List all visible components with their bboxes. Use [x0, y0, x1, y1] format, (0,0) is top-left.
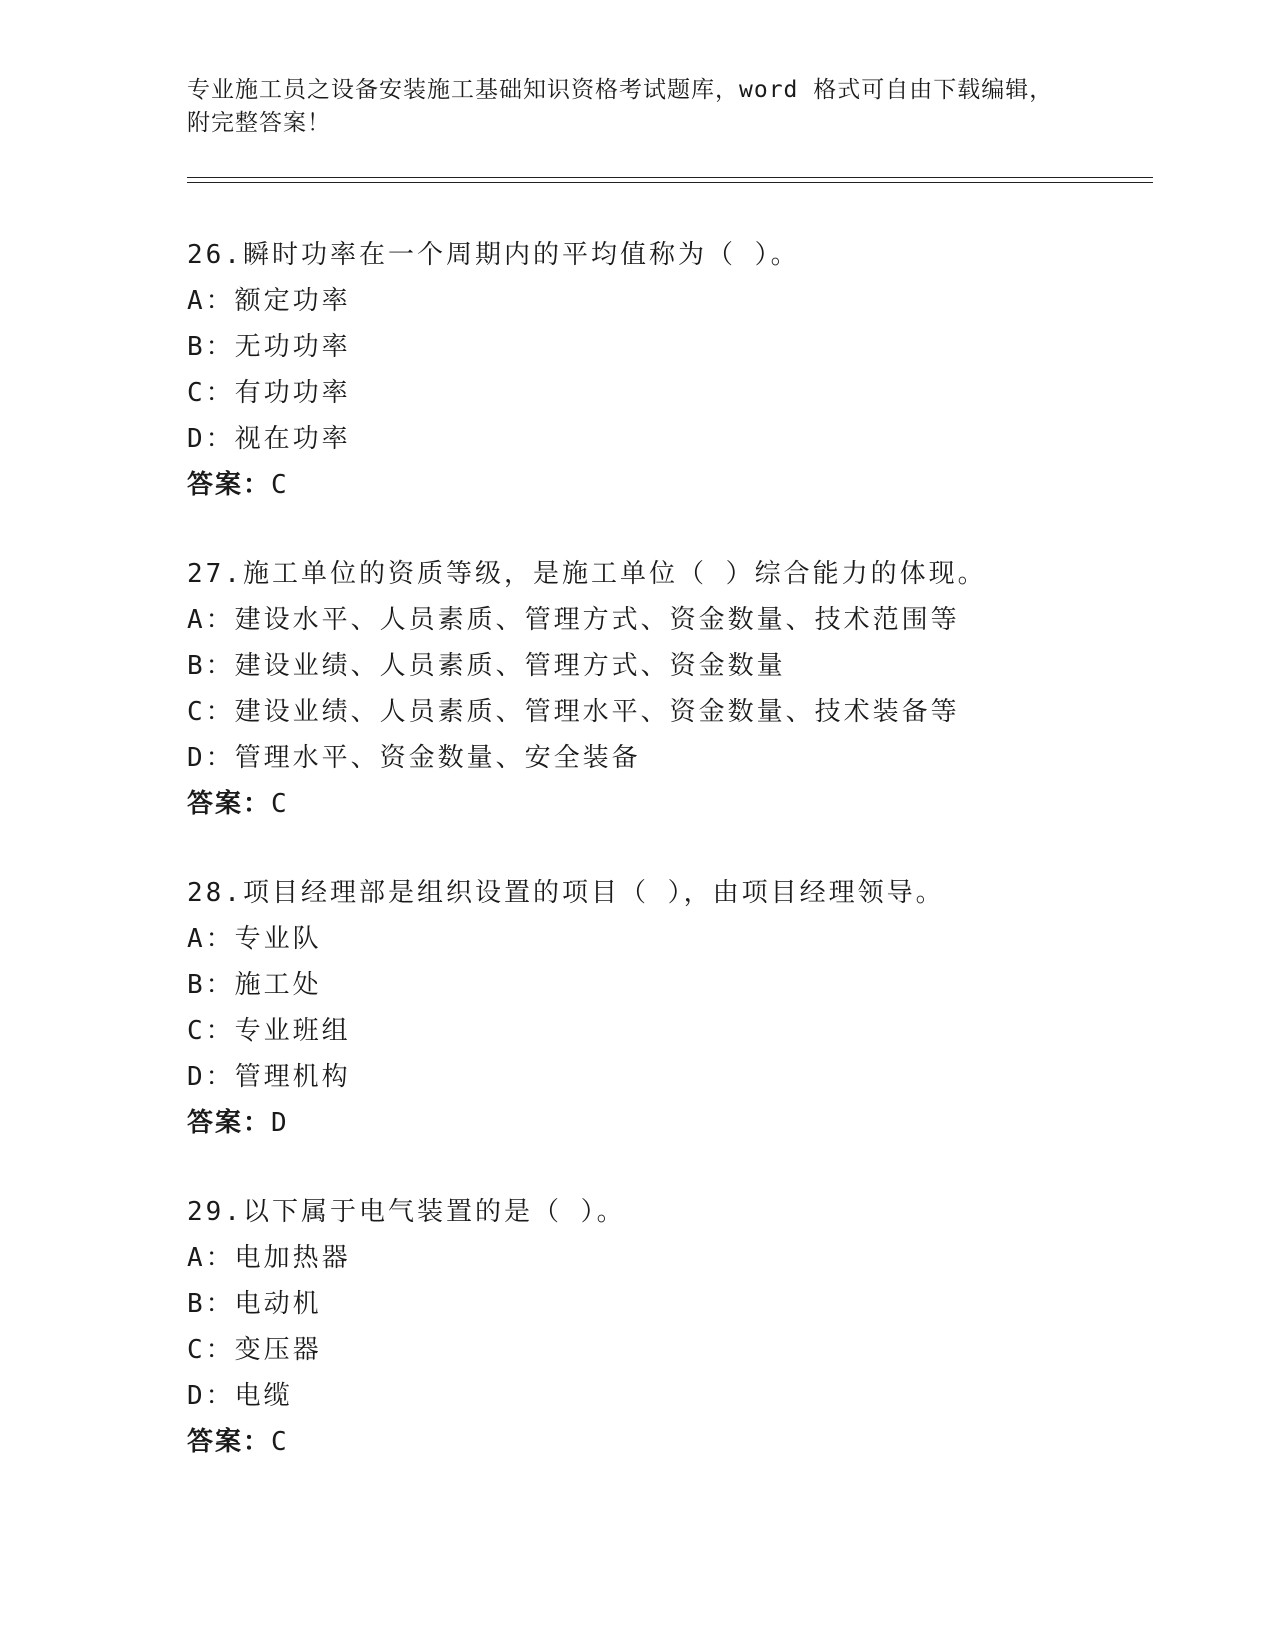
answer-value: C	[271, 789, 289, 819]
option-d: D：管理机构	[187, 1062, 351, 1092]
option-d: D：管理水平、资金数量、安全装备	[187, 743, 641, 773]
answer-label: 答案：	[187, 1427, 272, 1457]
header-line-1: 专业施工员之设备安装施工基础知识资格考试题库，word 格式可自由下载编辑，	[187, 77, 1054, 103]
answer-value: D	[271, 1108, 289, 1138]
question-list	[187, 232, 1187, 1508]
answer-label: 答案：	[187, 789, 272, 819]
header-divider-top	[187, 177, 1153, 178]
option-b: B：电动机	[187, 1289, 322, 1319]
option-b: B：施工处	[187, 970, 322, 1000]
option-d: D：电缆	[187, 1381, 293, 1411]
answer-row	[187, 1419, 1187, 1465]
header-divider-bottom	[187, 182, 1153, 183]
option-a: A：专业队	[187, 924, 322, 954]
question-stem: 27.施工单位的资质等级，是施工单位（ ）综合能力的体现。	[187, 559, 987, 589]
option-a: A：建设水平、人员素质、管理方式、资金数量、技术范围等	[187, 605, 960, 635]
question-stem: 26.瞬时功率在一个周期内的平均值称为（ ）。	[187, 240, 800, 270]
answer-value: C	[271, 470, 289, 500]
answer-row	[187, 1100, 1187, 1146]
question-26	[187, 232, 1187, 551]
question-29	[187, 1189, 1187, 1508]
document-header	[187, 74, 1087, 140]
question-stem: 29.以下属于电气装置的是（ ）。	[187, 1197, 626, 1227]
answer-row	[187, 781, 1187, 827]
option-a: A：电加热器	[187, 1243, 351, 1273]
question-28	[187, 870, 1187, 1189]
option-b: B：建设业绩、人员素质、管理方式、资金数量	[187, 651, 786, 681]
header-line-2: 附完整答案！	[187, 110, 331, 136]
option-c: C：专业班组	[187, 1016, 351, 1046]
answer-label: 答案：	[187, 470, 272, 500]
answer-row	[187, 462, 1187, 508]
option-d: D：视在功率	[187, 424, 351, 454]
option-c: C：变压器	[187, 1335, 322, 1365]
option-a: A：额定功率	[187, 286, 351, 316]
answer-value: C	[271, 1427, 289, 1457]
option-b: B：无功功率	[187, 332, 351, 362]
option-c: C：建设业绩、人员素质、管理水平、资金数量、技术装备等	[187, 697, 960, 727]
option-c: C：有功功率	[187, 378, 351, 408]
question-27	[187, 551, 1187, 870]
answer-label: 答案：	[187, 1108, 272, 1138]
question-stem: 28.项目经理部是组织设置的项目（ ），由项目经理领导。	[187, 878, 945, 908]
